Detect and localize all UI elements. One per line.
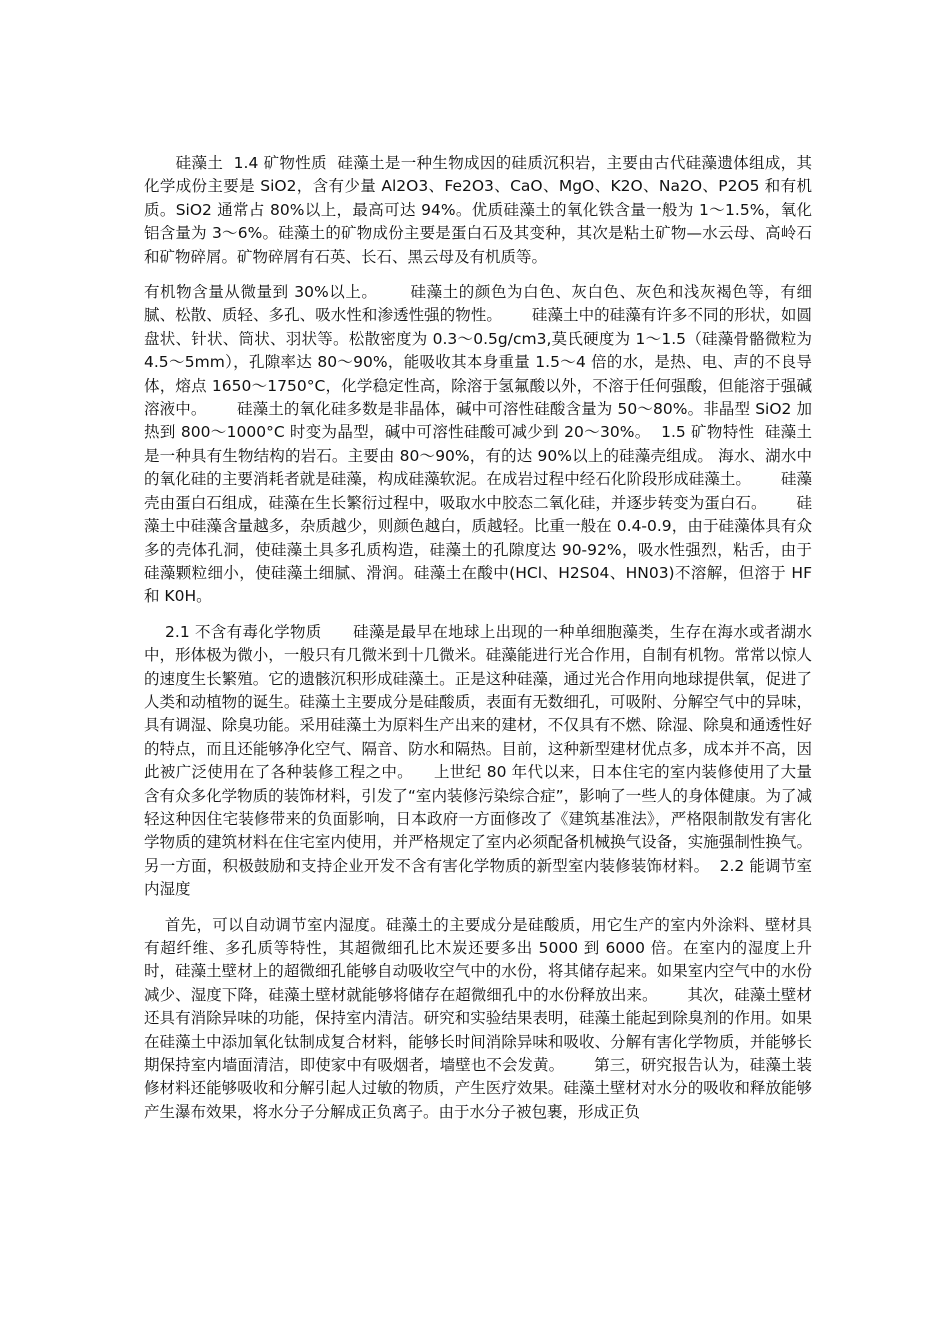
paragraph-physical-properties: 有机物含量从微量到 30%以上。 硅藻土的颜色为白色、灰白色、灰色和浅灰褐色等，有细腻、松散、质轻、多孔、吸水性和渗透性强的物性。 硅藻土中的硅藻有许多不同的形状，如圆盘状、针状、筒状、羽状等。松散密度为 0.3～0.5g/cm3,莫氏硬度为 1～1.5（硅藻骨骼微粒为 4.5～5mm），孔隙率达 80～90%，能吸收其本身重量 1.5～4 倍的水，是热、电、声的不良导体，熔点 1650～1750°C，化学稳定性高，除溶于氢氟酸以外，不溶于任何强酸，但能溶于强碱溶液中。 硅藻土的氧化硅多数是非晶体，碱中可溶性硅酸含量为 50～80%。非晶型 SiO2 加热到 800～1000°C 时变为晶型，碱中可溶性硅酸可减少到 20～30%。 1.5 矿物特性 硅藻土是一种具有生物结构的岩石。主要由 80～90%，有的达 90%以上的硅藻壳组成。 海水、湖水中的氧化硅的主要消耗者就是硅藻，构成硅藻软泥。在成岩过程中经石化阶段形成硅藻土。 硅藻壳由蛋白石组成，硅藻在生长繁衍过程中，吸取水中胶态二氧化硅，并逐步转变为蛋白石。 硅藻土中硅藻含量越多，杂质越少，则颜色越白，质越轻。比重一般在 0.4-0.9，由于硅藻体具有众多的壳体孔洞，使硅藻土具多孔质构造，硅藻土的孔隙度达 90-92%，吸水性强烈，粘舌，由于硅藻颗粒细小，使硅藻土细腻、滑润。硅藻土在酸中(HCl、H2S04、HN03)不溶解，但溶于 HF 和 K0H。	[144, 283, 817, 606]
paragraph-humidity-regulation: 首先，可以自动调节室内湿度。硅藻土的主要成分是硅酸质，用它生产的室内外涂料、壁材具有超纤维、多孔质等特性，其超微细孔比木炭还要多出 5000 到 6000 倍。在室内的湿度上升时，硅藻土壁材上的超微细孔能够自动吸收空气中的水份，将其储存起来。如果室内空气中的水份减少、湿度下降，硅藻土壁材就能够将储存在超微细孔中的水份释放出来。 其次，硅藻土壁材还具有消除异味的功能，保持室内清洁。研究和实验结果表明，硅藻土能起到除臭剂的作用。如果在硅藻土中添加氧化钛制成复合材料，能够长时间消除异味和吸收、分解有害化学物质，并能够长期保持室内墙面清洁，即使家中有吸烟者，墙壁也不会发黄。 第三，研究报告认为，硅藻土装修材料还能够吸收和分解引起人过敏的物质，产生医疗效果。硅藻土壁材对水分的吸收和释放能够产生瀑布效果，将水分子分解成正负离子。由于水分子被包裹，形成正负	[144, 915, 812, 1121]
document-body	[144, 152, 817, 1136]
paragraph-non-toxic: 2.1 不含有毒化学物质 硅藻是最早在地球上出现的一种单细胞藻类，生存在海水或者湖水中，形体极为微小，一般只有几微米到十几微米。硅藻能进行光合作用，自制有机物。常常以惊人的速度生长繁殖。它的遗骸沉积形成硅藻土。正是这种硅藻，通过光合作用向地球提供氧，促进了人类和动植物的诞生。硅藻土主要成分是硅酸质，表面有无数细孔，可吸附、分解空气中的异味，具有调湿、除臭功能。采用硅藻土为原料生产出来的建材，不仅具有不燃、除湿、除臭和通透性好的特点，而且还能够净化空气、隔音、防水和隔热。目前，这种新型建材优点多，成本并不高，因此被广泛使用在了各种装修工程之中。 上世纪 80 年代以来，日本住宅的室内装修使用了大量含有众多化学物质的装饰材料，引发了“室内装修污染综合症”，影响了一些人的身体健康。为了减轻这种因住宅装修带来的负面影响，日本政府一方面修改了《建筑基准法》，严格限制散发有害化学物质的建筑材料在住宅室内使用，并严格规定了室内必须配备机械换气设备，实施强制性换气。另一方面，积极鼓励和支持企业开发不含有害化学物质的新型室内装修装饰材料。 2.2 能调节室内湿度	[144, 622, 812, 899]
paragraph-mineral-properties: 硅藻土 1.4 矿物性质 硅藻土是一种生物成因的硅质沉积岩，主要由古代硅藻遗体组成，其化学成份主要是 SiO2，含有少量 Al2O3、Fe2O3、CaO、MgO、K2O、Na2O、P2O5 和有机质。SiO2 通常占 80%以上，最高可达 94%。优质硅藻土的氧化铁含量一般为 1～1.5%，氧化铝含量为 3～6%。硅藻土的矿物成份主要是蛋白石及其变种，其次是粘土矿物—水云母、高岭石和矿物碎屑。矿物碎屑有石英、长石、黑云母及有机质等。	[144, 154, 812, 266]
